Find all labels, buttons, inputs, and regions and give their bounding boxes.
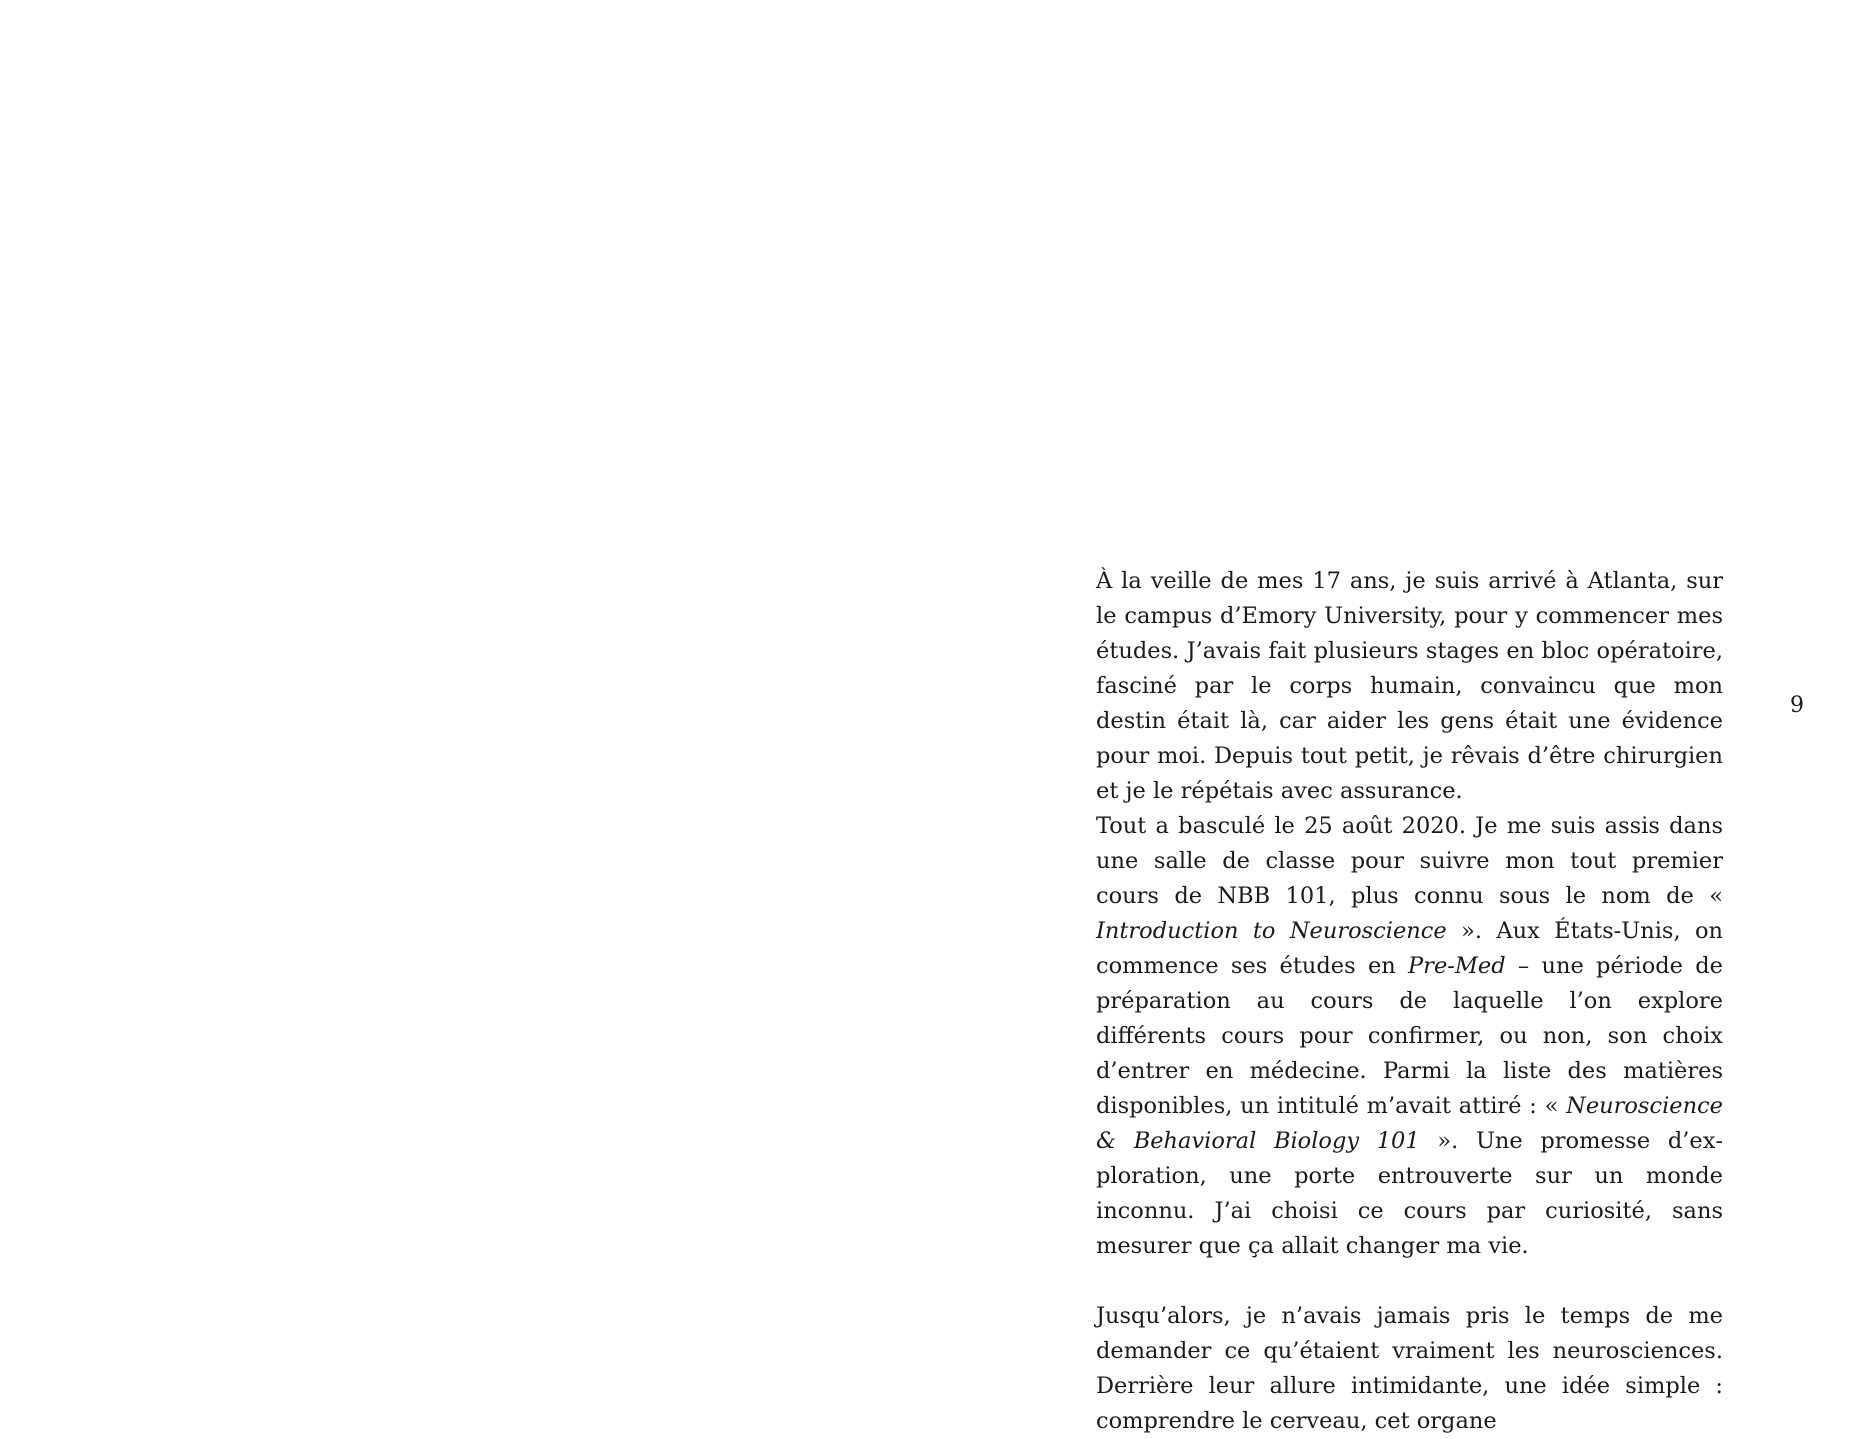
paragraph-2-text-d: ». Une promesse d’exploration, une porte entrouverte sur un monde inconnu. J’ai choisi ce cours par curiosité, sans mesurer que ça allait changer ma vie. <box>1096 1128 1724 1259</box>
paragraph-2-text-a: Tout a basculé le 25 août 2020. Je me suis assis dans une salle de classe pour suivre mon tout premier cours de NBB 101, plus connu sous le nom de « <box>1096 813 1723 909</box>
paragraph-2 <box>1096 809 1723 1264</box>
course-title-italic: Introduction to Neuroscience <box>1096 918 1447 944</box>
paragraph-3 <box>1096 1299 1723 1439</box>
left-page-blank <box>0 0 933 1400</box>
paragraph-1 <box>1096 564 1723 809</box>
paragraph-2-text-b: ». Aux États-Unis, on commence ses études en <box>1096 918 1724 979</box>
paragraph-2-text-c: – une période de préparation au cours de laquelle l’on explore différents cours pour confirmer, ou non, son choix d’entrer en médecine. Parmi la liste des matières disponibles, un intitulé m’avait attiré : « <box>1096 953 1723 1119</box>
paragraph-3-text: Jusqu’alors, je n’avais jamais pris le temps de me demander ce qu’étaient vraiment les neurosciences. Derrière leur allure intimidante, une idée simple : comprendre le cerveau, cet organe <box>1096 1303 1723 1434</box>
pre-med-italic: Pre-Med <box>1408 953 1506 979</box>
body-text <box>1096 564 1723 1439</box>
page-number: 9 <box>1790 693 1804 718</box>
nbb-course-italic: Neuroscience & Behavioral Biology 101 <box>1096 1093 1723 1154</box>
paragraph-1-text: À la veille de mes 17 ans, je suis arrivé à Atlanta, sur le campus d’Emory University, pour y commencer mes études. J’avais fait plusieurs stages en bloc opératoire, fasciné par le corps humain, convaincu que mon destin était là, car aider les gens était une évidence pour moi. Depuis tout petit, je rêvais d’être chirurgien et je le répétais avec assurance. <box>1096 568 1723 804</box>
